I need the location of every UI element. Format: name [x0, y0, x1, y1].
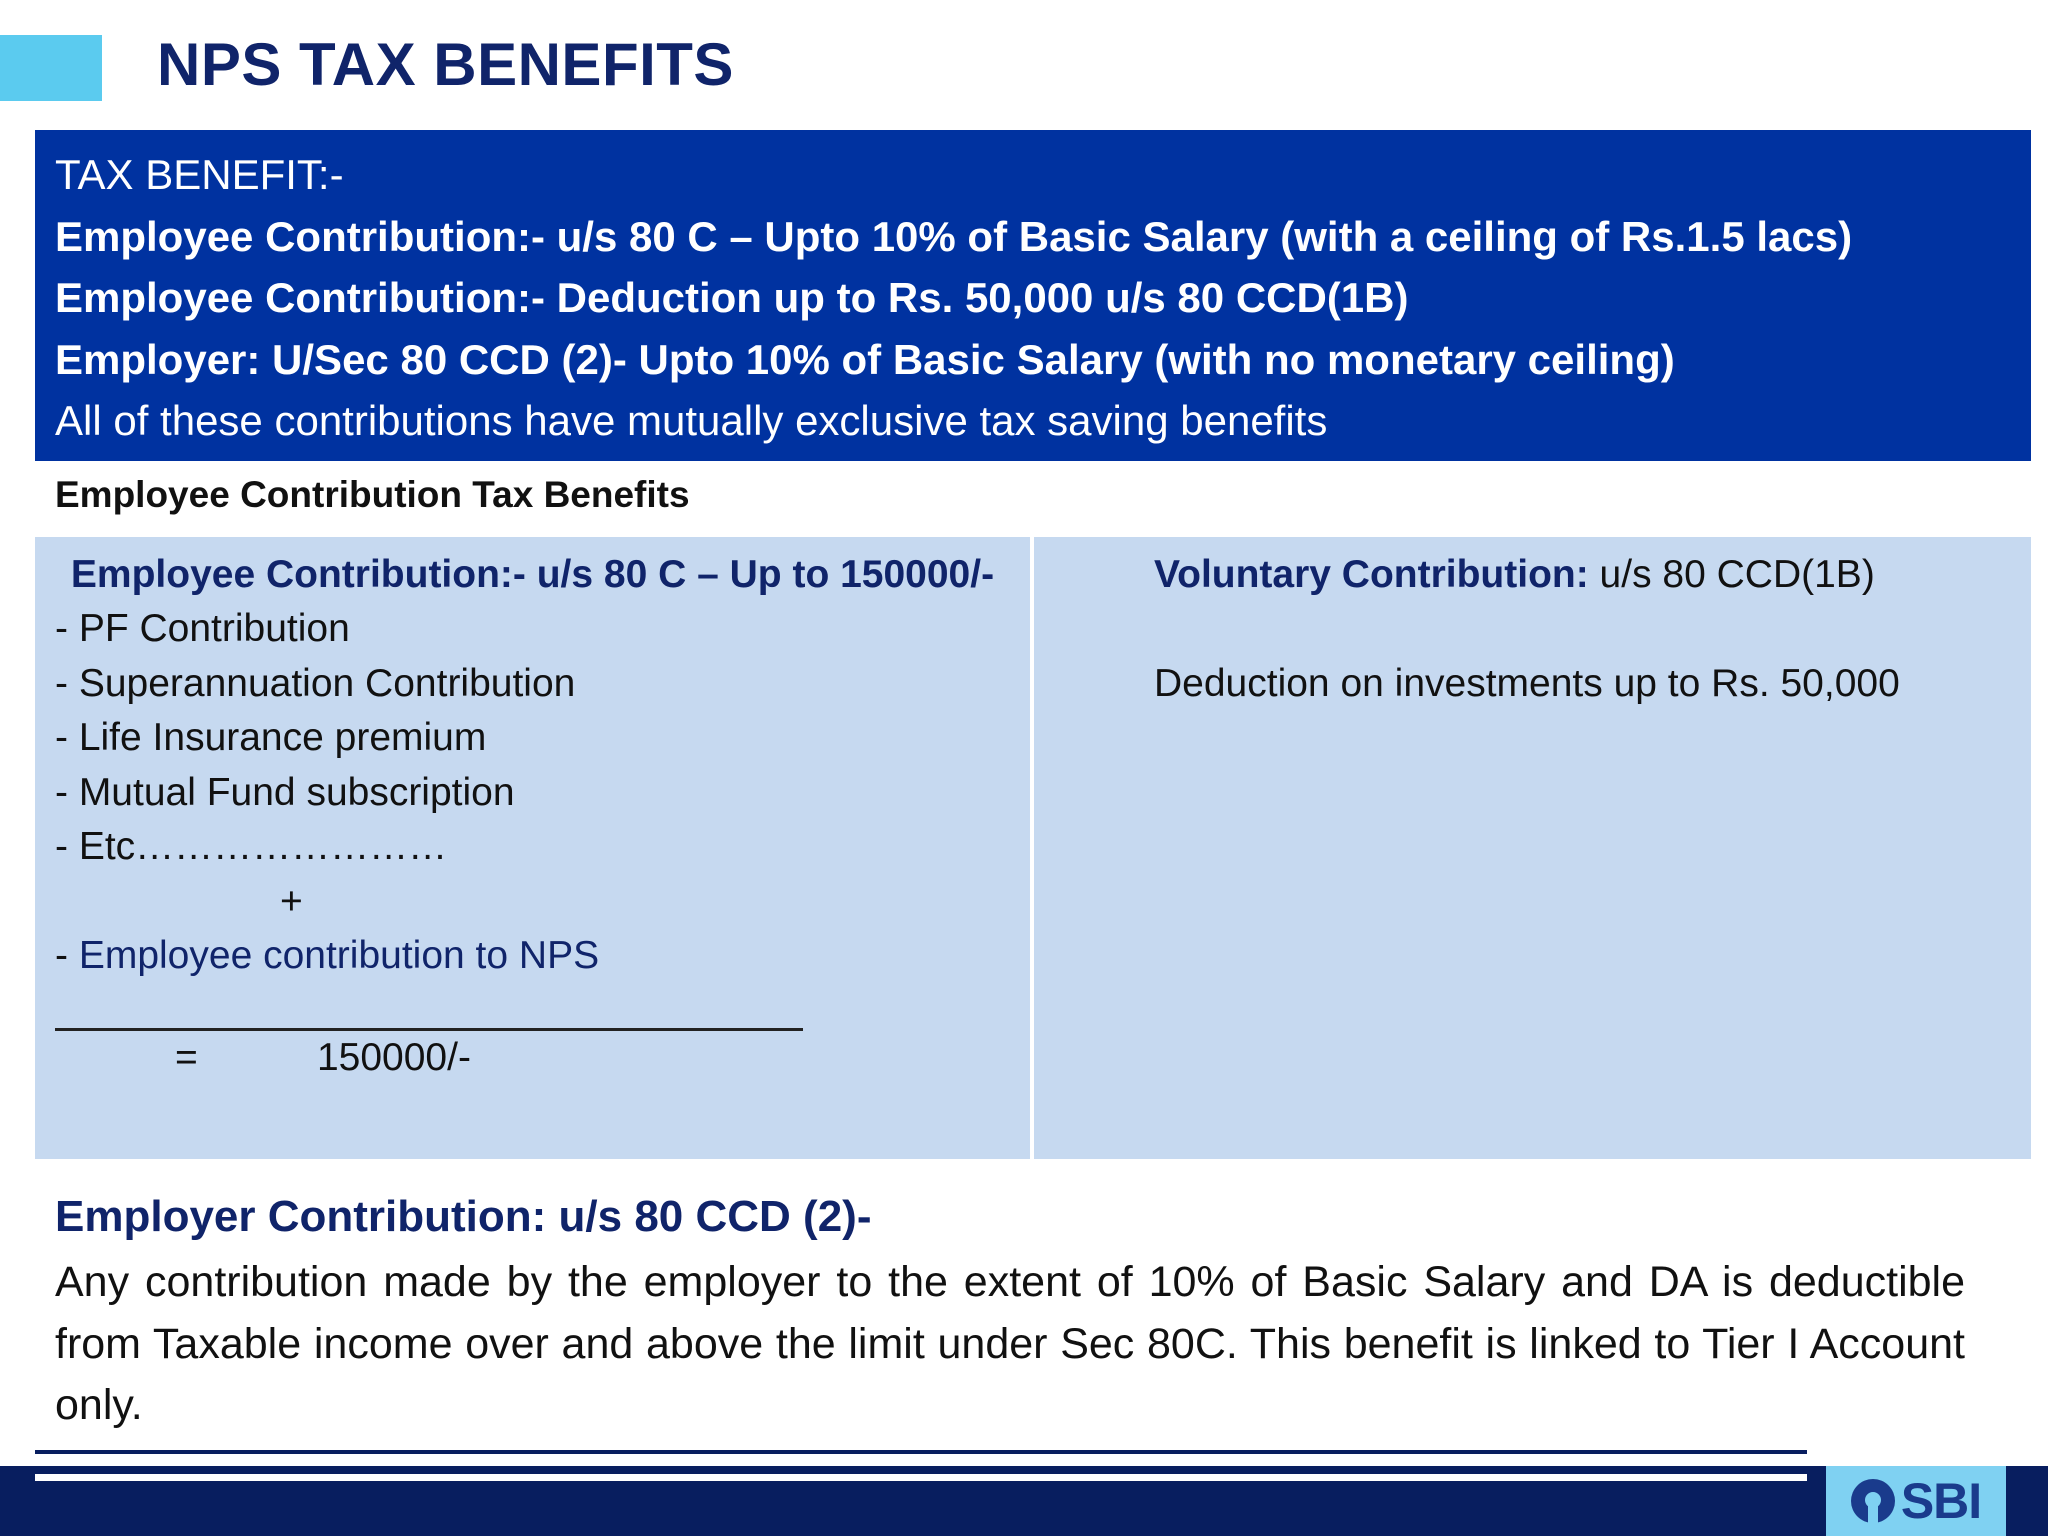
sbi-logo-icon [1851, 1479, 1895, 1523]
footer-white-rule [35, 1474, 1807, 1481]
list-item: - PF Contribution [55, 607, 350, 650]
banner-line-80c: Employee Contribution:- u/s 80 C – Upto 10% of Basic Salary (with a ceiling of Rs.1.5 lacs) [55, 212, 1853, 260]
section-heading: Employee Contribution Tax Benefits [55, 474, 690, 515]
cell-heading-80c: Employee Contribution:- u/s 80 C – Up to 150000/- [70, 553, 995, 596]
plus-sign: + [280, 879, 303, 923]
list-item: - Etc…………………… [55, 825, 448, 868]
table-cell-80ccd1b [1034, 537, 2031, 1159]
employer-heading: Employer Contribution: u/s 80 CCD (2)- [55, 1192, 872, 1241]
nps-contribution-label: Employee contribution to NPS [78, 934, 600, 977]
benefits-table [35, 537, 2031, 1159]
list-item: - Superannuation Contribution [55, 661, 576, 705]
voluntary-section: u/s 80 CCD(1B) [1588, 553, 1875, 596]
banner-line-80ccd1b: Employee Contribution:- Deduction up to Rs. 50,000 u/s 80 CCD(1B) [55, 274, 1409, 321]
list-item: - Life Insurance premium [55, 716, 487, 759]
page-title: NPS TAX BENEFITS [157, 31, 734, 98]
voluntary-deduction-text: Deduction on investments up to Rs. 50,000 [1154, 662, 1900, 705]
list-item: - Mutual Fund subscription [55, 770, 515, 814]
sbi-logo [1826, 1466, 2006, 1536]
title-accent-block [0, 35, 102, 101]
banner-line-80ccd2: Employer: U/Sec 80 CCD (2)- Upto 10% of Basic Salary (with no monetary ceiling) [55, 335, 1675, 383]
voluntary-label: Voluntary Contribution: [1154, 553, 1589, 596]
sbi-logo-text: SBI [1900, 1473, 1982, 1529]
tax-benefit-banner [35, 130, 2031, 461]
nps-contribution-item [55, 929, 1010, 984]
cell-heading-80ccd1b [1154, 547, 2011, 602]
sum-total: = 150000/- [175, 1035, 471, 1079]
nps-dash: - [55, 934, 79, 977]
employer-description: Any contribution made by the employer to the extent of 10% of Basic Salary and DA is deductible from Taxable income over and above the limit under Sec 80C. This benefit is linked to Tier I Account only. [55, 1258, 1965, 1429]
banner-line-exclusive: All of these contributions have mutually exclusive tax saving benefits [55, 397, 1328, 444]
banner-heading: TAX BENEFIT:- [55, 151, 344, 198]
table-cell-80c [35, 537, 1030, 1159]
footer-top-rule [35, 1450, 1807, 1454]
